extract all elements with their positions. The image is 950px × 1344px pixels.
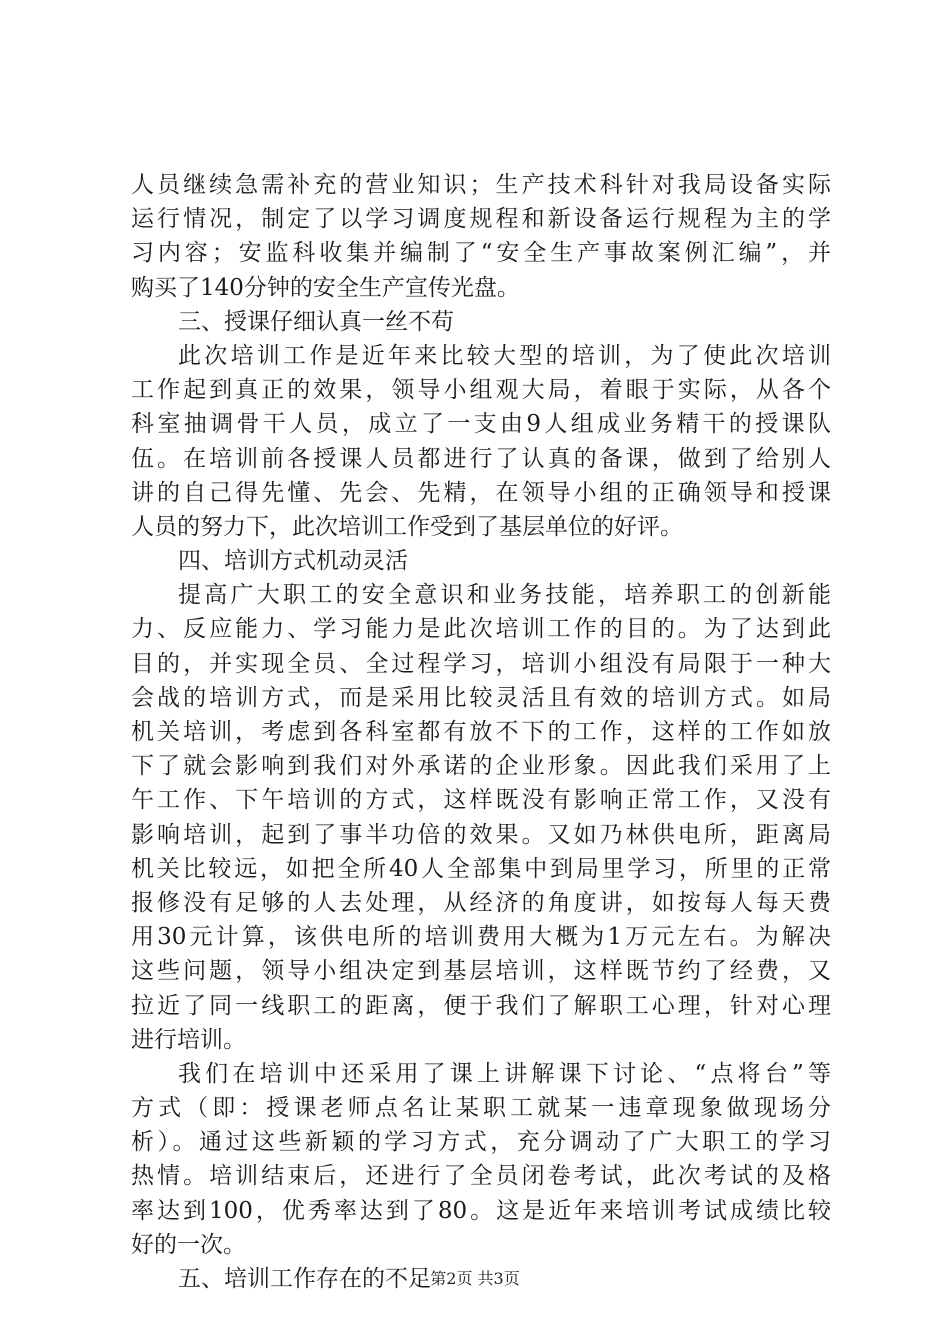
text-line: 科室抽调骨干人员，成立了一支由9人组成业务精干的授课队	[131, 411, 831, 438]
document-body	[131, 168, 831, 1296]
text-line: 购买了140分钟的安全生产宣传光盘。	[131, 274, 520, 301]
text-line: 析）。通过这些新颖的学习方式，充分调动了广大职工的学习	[131, 1129, 831, 1156]
text-line: 率达到100，优秀率达到了80。这是近年来培训考试成绩比较	[131, 1197, 831, 1224]
text-line: 机关培训，考虑到各科室都有放不下的工作，这样的工作如放	[131, 719, 831, 745]
text-line: 伍。在培训前各授课人员都进行了认真的备课，做到了给别人	[131, 445, 831, 472]
section-heading: 四、培训方式机动灵活	[178, 548, 408, 575]
page-footer: 第2页 共3页	[430, 1269, 520, 1288]
text-line: 此次培训工作是近年来比较大型的培训，为了使此次培训	[178, 342, 831, 369]
text-line: 机关比较远，如把全所40人全部集中到局里学习，所里的正常	[131, 855, 831, 882]
text-line: 运行情况，制定了以学习调度规程和新设备运行规程为主的学	[131, 206, 831, 233]
section-heading: 三、授课仔细认真一丝不苟	[178, 308, 454, 335]
text-line: 工作起到真正的效果，领导小组观大局，着眼于实际，从各个	[131, 377, 831, 404]
text-line: 午工作、下午培训的方式，这样既没有影响正常工作，又没有	[131, 787, 831, 814]
text-line: 讲的自己得先懂、先会、先精，在领导小组的正确领导和授课	[131, 479, 831, 506]
text-line: 报修没有足够的人去处理，从经济的角度讲，如按每人每天费	[131, 889, 831, 916]
text-line: 方式（即：授课老师点名让某职工就某一违章现象做现场分	[131, 1095, 831, 1122]
text-line: 人员继续急需补充的营业知识；生产技术科针对我局设备实际	[131, 172, 831, 198]
text-line: 拉近了同一线职工的距离，便于我们了解职工心理，针对心理	[131, 992, 831, 1019]
section-heading: 五、培训工作存在的不足	[178, 1266, 431, 1292]
text-line: 进行培训。	[131, 1026, 246, 1053]
text-line: 下了就会影响到我们对外承诺的企业形象。因此我们采用了上	[131, 753, 831, 780]
text-line: 人员的努力下，此次培训工作受到了基层单位的好评。	[131, 513, 683, 540]
text-line: 习内容；安监科收集并编制了“安全生产事故案例汇编”，并	[131, 240, 831, 267]
text-line: 影响培训，起到了事半功倍的效果。又如乃林供电所，距离局	[131, 821, 831, 848]
text-line: 热情。培训结束后，还进行了全员闭卷考试，此次考试的及格	[131, 1163, 831, 1190]
text-line: 会战的培训方式，而是采用比较灵活且有效的培训方式。如局	[131, 684, 831, 711]
text-line: 目的，并实现全员、全过程学习，培训小组没有局限于一种大	[131, 650, 831, 677]
text-line: 好的一次。	[131, 1231, 246, 1258]
text-line: 这些问题，领导小组决定到基层培训，这样既节约了经费，又	[131, 958, 831, 985]
text-line: 用30元计算，该供电所的培训费用大概为1万元左右。为解决	[131, 924, 831, 951]
text-line: 提高广大职工的安全意识和业务技能，培养职工的创新能	[178, 582, 831, 609]
text-line: 我们在培训中还采用了课上讲解课下讨论、“点将台”等	[178, 1060, 831, 1087]
text-line: 力、反应能力、学习能力是此次培训工作的目的。为了达到此	[131, 616, 831, 643]
